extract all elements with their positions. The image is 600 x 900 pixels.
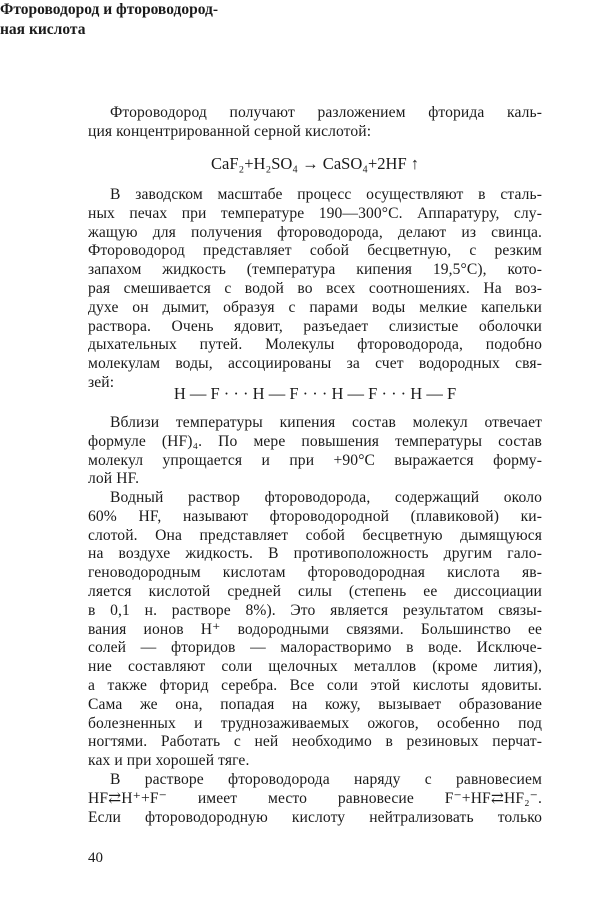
text-line: на воздухе жидкость. В противоположность другим гало- [88, 545, 542, 563]
text-line: HF⇄H⁺+F⁻ имеет место равновесие F⁻+HF⇄HF₂⁻. [88, 789, 542, 807]
text-line: слотой. Она представляет собой бесцветную дымящуюся [88, 526, 542, 544]
text-line: в 0,1 н. растворе 8%). Это является результатом связы- [88, 601, 542, 619]
text-line: В растворе фтороводорода наряду с равновесием [110, 771, 542, 788]
text-line: ках и при хорошей тяге. [88, 752, 250, 770]
text-line: дыхательных путей. Молекулы фтороводорода, подобно [88, 336, 542, 354]
text-line: ция концентрированной серной кислотой: [88, 122, 372, 140]
section-title [0, 0, 270, 40]
text-line: Сама же она, попадая на кожу, вызывает образование [88, 695, 542, 713]
text-line: Фтороводород получают разложением фторида каль- [110, 104, 542, 121]
text-line: раствора. Очень ядовит, разъедает слизистые оболочки [88, 317, 542, 335]
text-line: ных печах при температуре 190—300°С. Аппаратуру, слу- [88, 204, 542, 222]
paragraph [88, 104, 542, 142]
text-line: Фтороводород представляет собой бесцветную, с резким [88, 242, 542, 260]
section-title-line: ная кислота [0, 21, 86, 38]
text-line: вания ионов H⁺ водородными связями. Большинство ее [88, 620, 542, 638]
paragraph [88, 489, 542, 771]
text-line: ние составляют соли щелочных металлов (кроме лития), [88, 658, 542, 676]
text-line: а также фторид серебра. Все соли этой кислоты ядовиты. [88, 676, 542, 694]
text-line: Если фтороводородную кислоту нейтрализовать только [88, 808, 542, 826]
text-line: жащую для получения фтороводорода, делают из свинца. [88, 223, 542, 241]
text-line: ногтями. Работать с ней необходимо в резиновых перчат- [88, 733, 542, 751]
text-line: болезненных и труднозаживаемых ожогов, особенно под [88, 714, 542, 732]
text-line: запахом жидкость (температура кипения 19,5°С), кото- [88, 261, 542, 279]
text-line: В заводском масштабе процесс осуществляют в сталь- [110, 186, 542, 203]
equation-hydrogen-bonds: H — F · · · H — F · · · H — F · · · H — F [173, 384, 457, 403]
text-line: солей — фторидов — малорастворимо в воде. Исключе- [88, 639, 542, 657]
text-line: лой HF. [88, 470, 140, 488]
text-line: 60% HF, называют фтороводородной (плавиковой) ки- [88, 507, 542, 525]
paragraph [88, 186, 542, 393]
page-number: 40 [88, 850, 103, 866]
paragraph [88, 771, 542, 827]
section-title-line: Фтороводород и фтороводород- [0, 1, 219, 18]
text-line: духе он дымит, образуя с парами воды мелкие капельки [88, 298, 542, 316]
paragraph [88, 414, 542, 489]
text-line: молекул упрощается и при +90°С выражается форму- [88, 451, 542, 469]
text-line: молекулам воды, ассоциированы за счет водородных свя- [88, 355, 542, 373]
text-line: рая смешивается с водой во всех соотношениях. На воз- [88, 279, 542, 297]
text-line: Водный раствор фтороводорода, содержащий около [110, 489, 542, 506]
text-line: Вблизи температуры кипения состав молекул отвечает [110, 414, 542, 431]
text-line: формуле (HF)₄. По мере повышения температуры состав [88, 432, 542, 450]
text-line: зей: [88, 373, 115, 391]
text-line: ляется кислотой средней силы (степень ее диссоциации [88, 582, 542, 600]
equation-reaction: CaF₂+H₂SO₄ → CaSO₄+2HF ↑ [210, 154, 420, 173]
text-line: геноводородным кислотам фтороводородная кислота яв- [88, 564, 542, 582]
